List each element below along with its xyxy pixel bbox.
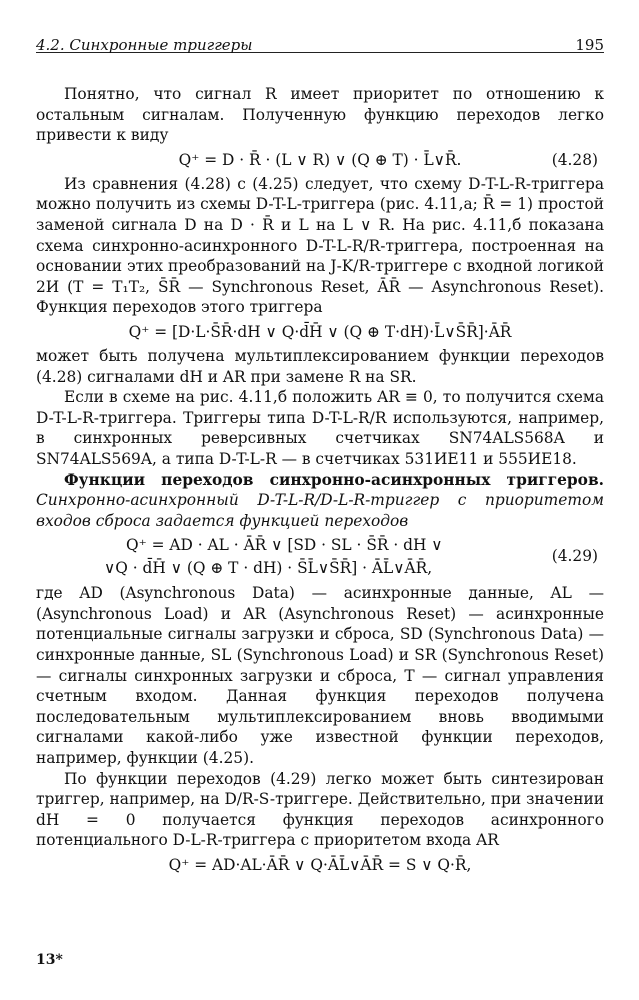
paragraph-1: Понятно, что сигнал R имеет приоритет по отношению к остальным сигналам. Полученную функцию переходов легко привести к виду	[36, 85, 604, 145]
page-number: 195	[575, 36, 604, 54]
formula-sync-reset	[36, 321, 604, 343]
formula-4-28	[36, 149, 604, 171]
book-page	[36, 22, 604, 982]
paragraph-7: По функции переходов (4.29) легко может быть синтезирован триггер, например, на D/R-S-триггере. Действительно, при значении dH = 0 получается функция переходов асинхронного потенциального D-L-R-триггера с приоритетом входа AR	[36, 769, 604, 850]
formula-4-29-line-1: Q⁺ = AD · AL · ĀR̄ ∨ [SD · SL · S̄R̄ · dH ∨	[126, 536, 443, 555]
paragraph-2: Из сравнения (4.28) с (4.25) следует, что схему D-T-L-R-триггера можно получить из схемы D-T-L-триггера (рис. 4.11,а; R̄ = 1) простой заменой сигнала D на D · R̄ и L на L ∨ R. На рис. 4.11,б показана схема синхронно-асинхронного D-T-L-R/R-триггера, построенная на основании этих преобразований на J-K/R-триггере с входной логикой 2И (T = T₁T₂, S̄R̄ — Synchronous Reset, ĀR̄ — Asynchronous Reset). Функция переходов этого триггера	[36, 174, 604, 317]
formula-last	[36, 854, 604, 876]
running-header	[36, 22, 604, 53]
paragraph-3: может быть получена мультиплексированием функции переходов (4.28) сигналами dH и AR при замене R на SR.	[36, 346, 604, 386]
page-body	[36, 84, 604, 879]
signature-mark: 13*	[36, 952, 63, 968]
equation-number-4-29: (4.29)	[551, 547, 598, 566]
paragraph-5	[36, 470, 604, 532]
section-title: 4.2. Синхронные триггеры	[36, 36, 253, 54]
formula-4-28-text: Q⁺ = D · R̄ · (L ∨ R) ∨ (Q ⊕ T) · L̄∨R̄.	[178, 150, 462, 169]
paragraph-4: Если в схеме на рис. 4.11,б положить AR ≡ 0, то получится схема D-T-L-R-триггера. Триггеры типа D-T-L-R/R используются, например, в синхронных реверсивных счетчиках SN74ALS568A и SN74ALS569A, а типа D-T-L-R — в счетчиках 531ИЕ11 и 555ИЕ18.	[36, 388, 604, 468]
formula-last-text: Q⁺ = AD·AL·ĀR̄ ∨ Q·ĀL̄∨ĀR̄ = S ∨ Q·R̄,	[168, 856, 472, 874]
formula-sync-reset-text: Q⁺ = [D·L·S̄R̄·dH ∨ Q·d̄H̄ ∨ (Q ⊕ T·dH)·L̄∨S̄R̄]·ĀR̄	[128, 322, 512, 341]
paragraph-6: где AD (Asynchronous Data) — асинхронные данные, AL — (Asynchronous Load) и AR (Asynchronous Reset) — асинхронные потенциальные сигналы загрузки и сброса, SD (Synchronous Data) — синхронные данные, SL (Synchronous Load) и SR (Synchronous Reset) — сигналы синхронных загрузки и сброса, T — сигнал управления счетным входом. Данная функция переходов получена последовательным мультиплексированием вновь вводимыми сигналами какой-либо уже известной функции переходов, например, функции (4.25).	[36, 584, 604, 768]
paragraph-5-text: Синхронно-асинхронный D-T-L-R/D-L-R-триггер с приоритетом входов сброса задается функцией переходов	[36, 491, 604, 530]
formula-4-29	[36, 534, 604, 580]
formula-4-29-line-2: ∨Q · d̄H̄ ∨ (Q ⊕ T · dH) · S̄L̄∨S̄R̄] · ĀL̄∨ĀR̄,	[104, 559, 433, 578]
equation-number-4-28: (4.28)	[551, 150, 598, 169]
paragraph-5-heading: Функции переходов синхронно-асинхронных триггеров.	[64, 470, 604, 489]
